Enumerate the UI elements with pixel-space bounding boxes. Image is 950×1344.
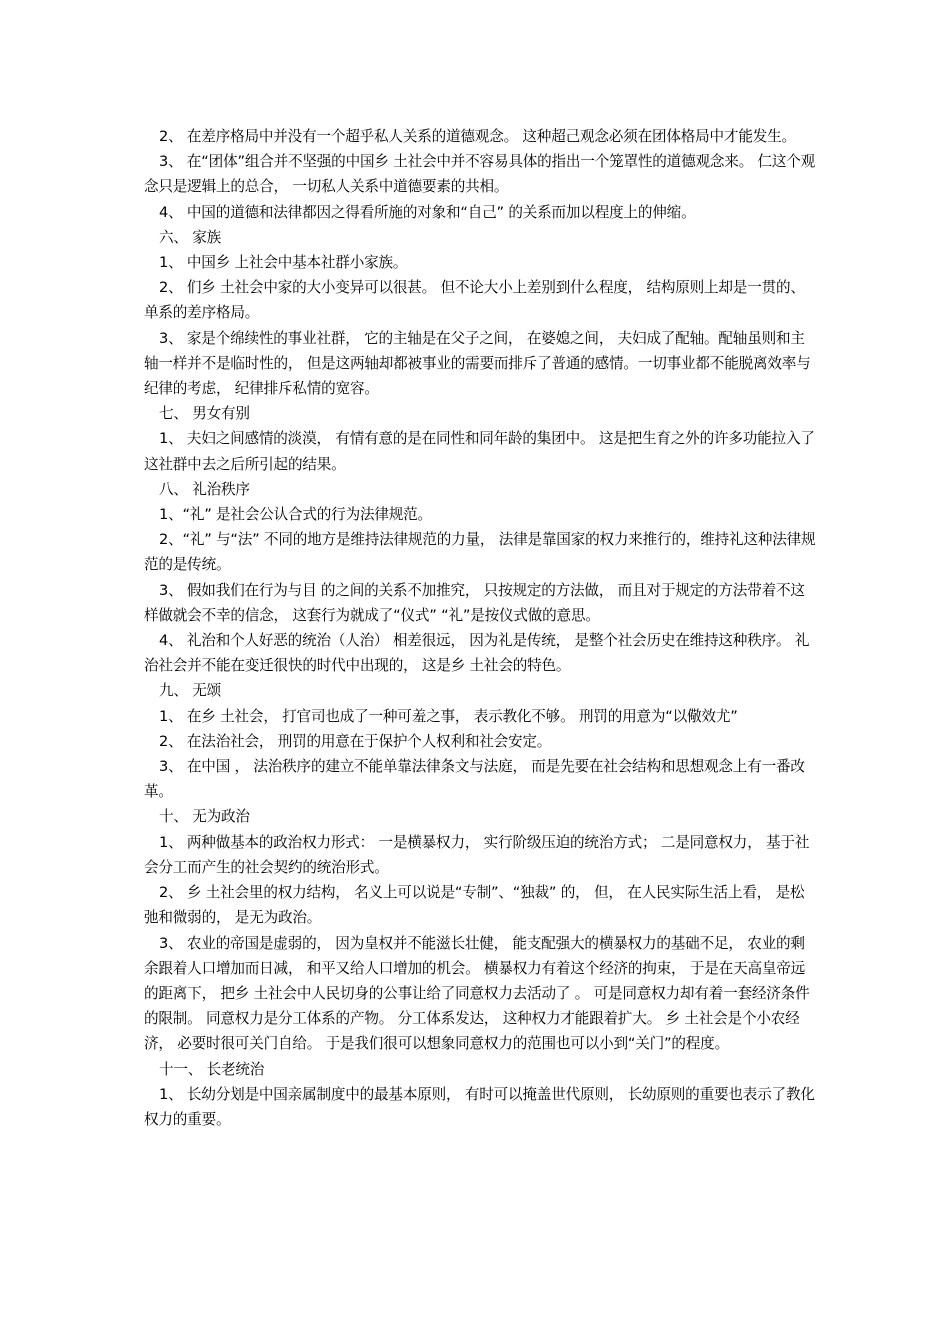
paragraph-item: 4、 礼治和个人好恶的统治（人治） 相差很远， 因为礼是传统， 是整个社会历史在维持这种秩序。 礼治社会并不能在变迁很快的时代中出现的， 这是乡 土社会的特色。 <box>144 632 810 675</box>
paragraph-item: 1、 在乡 土社会， 打官司也成了一种可羞之事， 表示教化不够。 刑罚的用意为“以儆效尤” <box>159 707 738 725</box>
paragraph-item: 3、 家是个绵续性的事业社群， 它的主轴是在父子之间， 在婆媳之间， 夫妇成了配轴。配轴虽则和主轴一样并不是临时性的， 但是这两轴却都被事业的需要而排斥了普通的感情。一切事业都不能脱离效率与纪律的考虑， 纪律排斥私情的宽容。 <box>144 329 811 398</box>
paragraph-item: 3、 农业的帝国是虚弱的， 因为皇权并不能滋长壮健， 能支配强大的横暴权力的基础不足， 农业的剩余跟着人口增加而日减， 和平又给人口增加的机会。 横暴权力有着这个经济的拘束， 于是在天高皇帝远的距离下， 把乡 土社会中人民切身的公事让给了同意权力去活动了 。 可是同意权力却有着一套经济条件的限制。 同意权力是分工体系的产物。 分工体系发达， 这种权力才能跟着扩大。 乡 土社会是个小农经济， 必要时很可关门自给。 于是我们很可以想象同意权力的范围也可以小到“关门”的程度。 <box>144 934 810 1053</box>
paragraph-item: 4、 中国的道德和法律都因之得看所施的对象和“自己” 的关系而加以程度上的伸缩。 <box>159 203 696 221</box>
document-body <box>144 124 816 1132</box>
paragraph-item: 1、 中国乡 上社会中基本社群小家族。 <box>159 254 408 272</box>
section-heading: 十、 无为政治 <box>159 808 250 826</box>
paragraph-item: 3、 在中国 ， 法治秩序的建立不能单靠法律条文与法庭， 而是先要在社会结构和思想观念上有一番改革。 <box>144 758 805 801</box>
section-heading: 十一、 长老统治 <box>159 1060 265 1078</box>
paragraph-item: 2、 在差序格局中并没有一个超乎私人关系的道德观念。 这种超己观念必须在团体格局中才能发生。 <box>159 128 796 145</box>
paragraph-item: 2、 乡 土社会里的权力结构， 名义上可以说是“专制”、“独裁” 的， 但， 在人民实际生活上看， 是松弛和微弱的， 是无为政治。 <box>144 884 805 927</box>
paragraph-item: 2、“礼” 与“法” 不同的地方是维持法律规范的力量， 法律是靠国家的权力来推行的，维持礼这种法律规范的是传统。 <box>144 531 816 574</box>
paragraph-item: 3、 假如我们在行为与目 的之间的关系不加推究， 只按规定的方法做， 而且对于规定的方法带着不这样做就会不幸的信念， 这套行为就成了“仪式” “礼”是按仪式做的意思。 <box>144 581 805 624</box>
paragraph-item: 1、“礼” 是社会公认合式的行为法律规范。 <box>159 506 432 524</box>
paragraph-item: 2、 们乡 土社会中家的大小变异可以很甚。 但不论大小上差别到什么程度， 结构原则上却是一贯的、 单系的差序格局。 <box>144 279 805 322</box>
paragraph-item: 1、 两种做基本的政治权力形式： 一是横暴权力， 实行阶级压迫的统治方式； 二是同意权力， 基于社会分工而产生的社会契约的统治形式。 <box>144 833 810 876</box>
section-heading: 八、 礼治秩序 <box>159 480 250 498</box>
section-heading: 九、 无颂 <box>159 682 222 700</box>
section-heading: 七、 男女有别 <box>159 405 250 423</box>
section-heading: 六、 家族 <box>159 228 222 246</box>
paragraph-item: 3、 在“团体”组合并不坚强的中国乡 土社会中并不容易具体的指出一个笼罩性的道德观念来。 仁这个观念只是逻辑上的总合， 一切私人关系中道德要素的共相。 <box>144 153 816 196</box>
paragraph-item: 1、 夫妇之间感情的淡漠， 有情有意的是在同性和同年龄的集团中。 这是把生育之外的许多功能拉入了 这社群中去之后所引起的结果。 <box>144 430 815 473</box>
paragraph-item: 2、 在法治社会， 刑罚的用意在于保护个人权利和社会安定。 <box>159 732 552 750</box>
paragraph-item: 1、 长幼分划是中国亲属制度中的最基本原则， 有时可以掩盖世代原则， 长幼原则的重要也表示了教化权力的重要。 <box>144 1085 815 1128</box>
